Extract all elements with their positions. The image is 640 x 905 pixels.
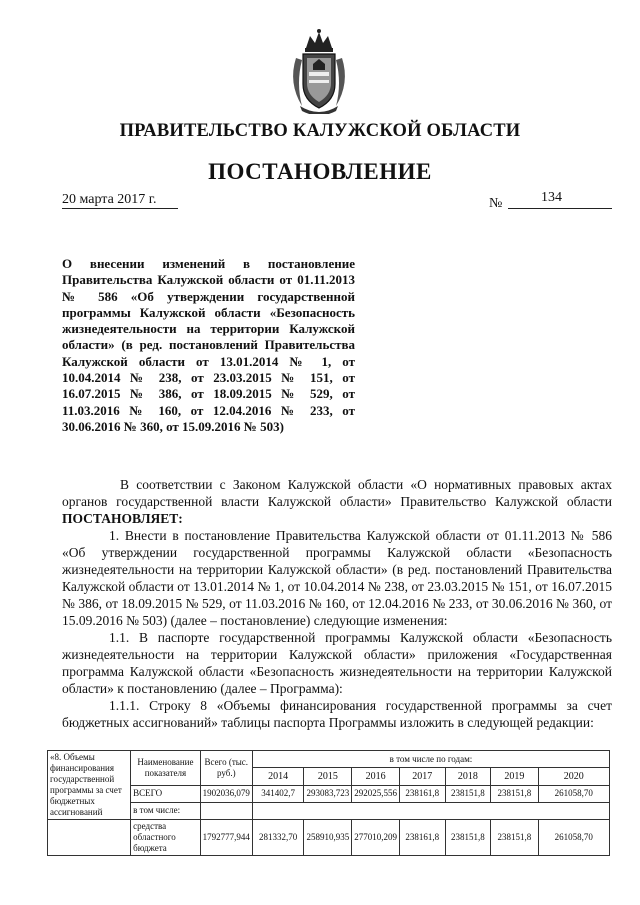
col-total-header: Всего (тыс. руб.) [200, 751, 252, 786]
table-cell: 238161,8 [399, 785, 445, 802]
table-cell: 238151,8 [491, 785, 538, 802]
table-row [48, 802, 610, 819]
year-header: 2018 [445, 768, 491, 785]
year-header: 2019 [491, 768, 538, 785]
table-cell: 277010,209 [352, 820, 400, 856]
document-subject: О внесении изменений в постановление Правительства Калужской области от 01.11.2013 № 586 «Об утверждении государственной программы Калужской области «Безопасность жизнедеятельности на территории Калужской области» (в ред. постановлений Правительства Калужской области от 13.01.2014 № 1, от 10.04.2014 № 238, от 23.03.2015 № 151, от 16.07.2015 № 386, от 18.09.2015 № 529, от 11.03.2016 № 160, от 12.04.2016 № 233, от 30.06.2016 № 360, от 15.09.2016 № 503) [62, 256, 355, 434]
table-cell: 238151,8 [445, 785, 491, 802]
paragraph-1: 1. Внести в постановление Правительства Калужской области от 01.11.2013 № 586 «Об утверждении государственной программы Калужской области «Безопасность жизнедеятельности на территории Калужской области» (в ред. постановлений Правительства Калужской области от 13.01.2014 № 1, от 10.04.2014 № 238, от 23.03.2015 № 151, от 16.07.2015 № 386, от 18.09.2015 № 529, от 11.03.2016 № 160, от 12.04.2016 № 233, от 30.06.2016 № 360, от 15.09.2016 № 503) (далее – постановление) следующие изменения: [62, 528, 612, 628]
total-row-total: 1902036,079 [200, 785, 252, 802]
table-cell: 281332,70 [252, 820, 304, 856]
number-underline [508, 208, 612, 209]
government-title: ПРАВИТЕЛЬСТВО КАЛУЖСКОЙ ОБЛАСТИ [119, 121, 521, 141]
document-number: 134 [541, 190, 562, 205]
table-cell: 292025,556 [352, 785, 400, 802]
empty-cell [200, 802, 252, 819]
year-header: 2014 [252, 768, 304, 785]
table-cell: 258910,935 [304, 820, 352, 856]
year-header: 2015 [304, 768, 352, 785]
intro-text: В соответствии с Законом Калужской области «О нормативных правовых актах органов государственной власти Калужской области» Правительство Калужской области [62, 477, 612, 509]
paragraph-1-1-1: 1.1.1. Строку 8 «Объемы финансирования государственной программы за счет бюджетных ассигнований» таблицы паспорта Программы изложить в следующей редакции: [62, 698, 612, 730]
table-row [48, 820, 610, 856]
resolves-keyword: ПОСТАНОВЛЯЕТ: [62, 511, 183, 526]
date-underline [62, 208, 178, 209]
col-years-group-header: в том числе по годам: [252, 751, 609, 768]
number-label: № [489, 196, 503, 211]
paragraph-1-1: 1.1. В паспорте государственной программы Калужской области «Безопасность жизнедеятельности на территории Калужской области» приложения «Государственная программа Калужской области «Безопасность жизнедеятельности на территории Калужской области» к постановлению (далее – Программа): [62, 630, 612, 696]
row-label-continuation [48, 820, 131, 856]
coat-of-arms-icon [286, 28, 352, 114]
empty-cell [252, 802, 609, 819]
year-header: 2017 [399, 768, 445, 785]
table-cell: 341402,7 [252, 785, 304, 802]
financing-table [47, 750, 610, 856]
table-header-row [48, 751, 610, 768]
table-cell: 261058,70 [538, 785, 609, 802]
year-header: 2020 [538, 768, 609, 785]
table-cell: 238161,8 [399, 820, 445, 856]
table-cell: 261058,70 [538, 820, 609, 856]
row-label-cell: «8. Объемы финансирования государственной программы за счет бюджетных ассигнований [48, 751, 131, 820]
document-type: ПОСТАНОВЛЕНИЕ [208, 159, 432, 184]
document-date: 20 марта 2017 г. [62, 192, 157, 207]
total-row-name: ВСЕГО [131, 785, 201, 802]
year-header: 2016 [352, 768, 400, 785]
table-cell: 293083,723 [304, 785, 352, 802]
including-label: в том числе: [131, 802, 201, 819]
intro-paragraph [62, 476, 612, 527]
regional-row-name: средства областного бюджета [131, 820, 201, 856]
regional-row-total: 1792777,944 [200, 820, 252, 856]
document-body [62, 476, 612, 731]
col-name-header: Наименование показателя [131, 751, 201, 786]
table-cell: 238151,8 [445, 820, 491, 856]
table-row [48, 785, 610, 802]
table-cell: 238151,8 [491, 820, 538, 856]
